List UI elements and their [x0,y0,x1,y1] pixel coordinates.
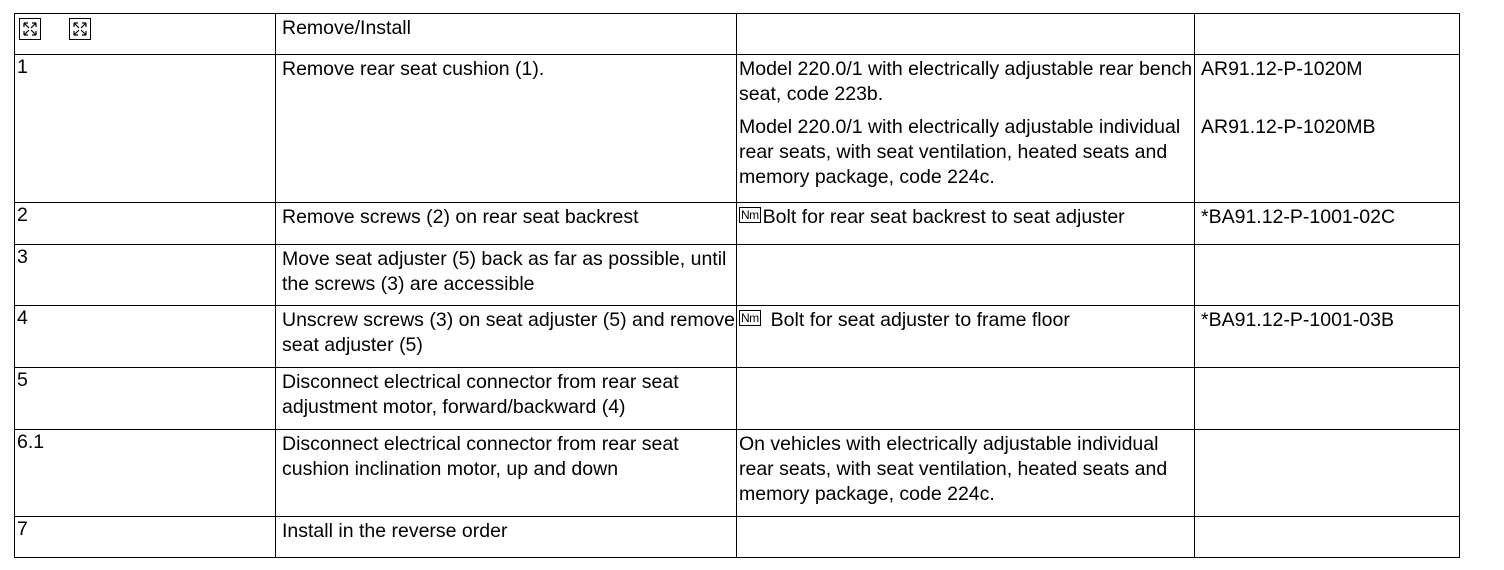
step-instruction: Disconnect electrical connector from rear seat adjustment motor, forward/backward (4) [276,368,737,430]
step-number: 7 [15,517,276,558]
step-instruction: Unscrew screws (3) on seat adjuster (5) and remove seat adjuster (5) [276,306,737,368]
table-row [15,55,1460,203]
step-note: On vehicles with electrically adjustable individual rear seats, with seat ventilation, heated seats and memory package, code 224c. [737,430,1195,517]
reference-link[interactable]: *BA91.12-P-1001-02C [1195,203,1460,245]
step-instruction: Remove rear seat cushion (1). [276,55,737,203]
reference-link[interactable]: AR91.12-P-1020MB [1201,116,1376,138]
step-notes [737,203,1195,245]
table-row [15,517,1460,558]
step-number: 1 [15,55,276,203]
step-instruction: Move seat adjuster (5) back as far as possible, until the screws (3) are accessible [276,245,737,306]
step-instruction: Install in the reverse order [276,517,737,558]
table-row [15,368,1460,430]
step-number: 6.1 [15,430,276,517]
step-instruction: Disconnect electrical connector from rear seat cushion inclination motor, up and down [276,430,737,517]
step-refs [1195,55,1460,203]
table-row [15,306,1460,368]
step-number: 3 [15,245,276,306]
step-note: Model 220.0/1 with electrically adjustable rear bench seat, code 223b. [739,58,1193,105]
step-instruction: Remove screws (2) on rear seat backrest [276,203,737,245]
reference-link[interactable]: *BA91.12-P-1001-03B [1195,306,1460,368]
table-row [15,245,1460,306]
step-number: 2 [15,203,276,245]
step-notes [737,306,1195,368]
step-number: 4 [15,306,276,368]
header-icons-cell [15,14,276,55]
table-header-row [15,14,1460,55]
reference-link[interactable]: AR91.12-P-1020M [1201,58,1363,80]
table-row [15,203,1460,245]
torque-nm-icon[interactable]: Nm [741,311,759,325]
table-row [15,430,1460,517]
step-note: Bolt for rear seat backrest to seat adjuster [762,206,1125,228]
torque-nm-icon[interactable]: Nm [741,208,759,222]
step-number: 5 [15,368,276,430]
step-note: Model 220.0/1 with electrically adjustable individual rear seats, with seat ventilation, heated seats and memory package, code 224c. [739,116,1181,188]
step-notes [737,55,1195,203]
expand-graphic-icon[interactable] [69,18,91,40]
header-action: Remove/Install [276,14,737,55]
procedure-table [14,13,1460,558]
expand-graphic-icon[interactable] [19,18,41,40]
step-note: Bolt for seat adjuster to frame floor [770,309,1070,331]
